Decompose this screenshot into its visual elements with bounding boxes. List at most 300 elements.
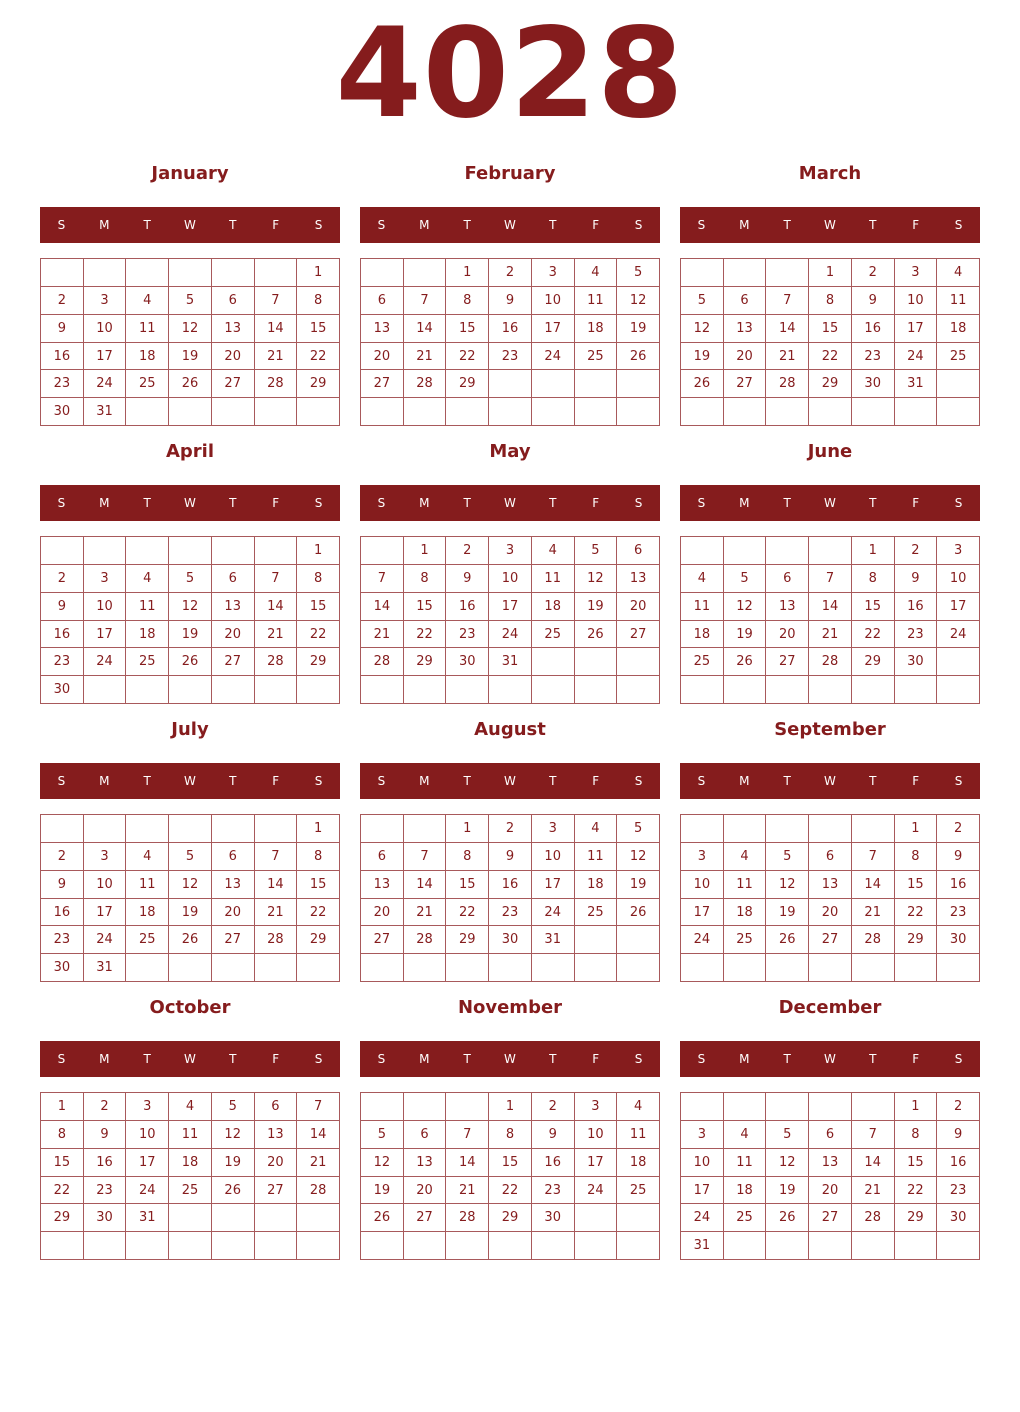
weekday-label: F: [592, 218, 600, 232]
day-cell: [169, 259, 212, 287]
day-cell: 11: [126, 871, 169, 899]
day-cell: 30: [41, 676, 84, 704]
day-cell: [255, 398, 298, 426]
day-cell: 19: [681, 343, 724, 371]
day-cell: 10: [681, 871, 724, 899]
day-cell: 25: [724, 926, 767, 954]
day-cell: 28: [809, 648, 852, 676]
day-cell: [852, 676, 895, 704]
day-grid: [40, 814, 340, 982]
day-cell: 4: [169, 1093, 212, 1121]
day-cell: [532, 1232, 575, 1260]
day-cell: [852, 1093, 895, 1121]
day-cell: [532, 676, 575, 704]
weekday-label: M: [739, 218, 750, 232]
day-cell: 12: [617, 843, 660, 871]
day-cell: 8: [404, 565, 447, 593]
day-cell: 28: [361, 648, 404, 676]
day-cell: 13: [766, 593, 809, 621]
weekday-label: T: [783, 218, 791, 232]
day-cell: 28: [255, 648, 298, 676]
day-cell: 15: [895, 1149, 938, 1177]
weekday-label: M: [99, 218, 110, 232]
day-cell: 21: [766, 343, 809, 371]
weekday-label: S: [377, 1052, 386, 1066]
day-cell: 6: [766, 565, 809, 593]
day-cell: 13: [361, 315, 404, 343]
month-name: May: [489, 441, 531, 462]
day-cell: [361, 676, 404, 704]
day-cell: 24: [681, 926, 724, 954]
weekday-label: T: [229, 774, 237, 788]
day-cell: 10: [532, 287, 575, 315]
day-cell: 8: [895, 1121, 938, 1149]
weekday-label: M: [739, 774, 750, 788]
day-cell: 8: [446, 287, 489, 315]
day-cell: 17: [532, 871, 575, 899]
day-cell: 2: [895, 537, 938, 565]
day-cell: 5: [212, 1093, 255, 1121]
day-cell: 22: [895, 1177, 938, 1205]
day-cell: 18: [169, 1149, 212, 1177]
day-cell: [617, 1232, 660, 1260]
day-grid: [680, 814, 980, 982]
day-cell: 7: [404, 843, 447, 871]
day-cell: 16: [489, 315, 532, 343]
day-cell: 31: [681, 1232, 724, 1260]
day-cell: 14: [361, 593, 404, 621]
day-cell: 22: [895, 899, 938, 927]
day-cell: [852, 1232, 895, 1260]
day-cell: 14: [404, 315, 447, 343]
day-cell: 20: [361, 343, 404, 371]
day-cell: 6: [212, 843, 255, 871]
weekday-label: T: [783, 1052, 791, 1066]
weekday-label: S: [377, 774, 386, 788]
day-cell: 7: [255, 843, 298, 871]
day-cell: 8: [41, 1121, 84, 1149]
day-cell: 2: [41, 843, 84, 871]
day-cell: 26: [617, 899, 660, 927]
weekday-label: S: [697, 1052, 706, 1066]
day-cell: 18: [681, 621, 724, 649]
day-cell: [446, 954, 489, 982]
day-cell: 13: [212, 315, 255, 343]
day-cell: [809, 1093, 852, 1121]
day-cell: 10: [532, 843, 575, 871]
day-cell: 9: [84, 1121, 127, 1149]
weekday-label: T: [229, 496, 237, 510]
day-cell: 21: [809, 621, 852, 649]
day-cell: [617, 954, 660, 982]
weekday-label: T: [463, 1052, 471, 1066]
day-cell: 25: [617, 1177, 660, 1205]
weekday-label: F: [272, 774, 280, 788]
day-cell: 1: [895, 815, 938, 843]
day-cell: [766, 954, 809, 982]
day-cell: 22: [297, 899, 340, 927]
day-cell: 25: [126, 926, 169, 954]
weekday-label: W: [504, 218, 516, 232]
day-cell: [212, 398, 255, 426]
day-cell: 30: [532, 1204, 575, 1232]
day-cell: 26: [169, 648, 212, 676]
weekday-label: W: [504, 774, 516, 788]
day-cell: 22: [446, 899, 489, 927]
month-name: January: [151, 163, 229, 184]
day-cell: 27: [404, 1204, 447, 1232]
day-cell: 17: [489, 593, 532, 621]
day-cell: [84, 537, 127, 565]
day-cell: 30: [41, 954, 84, 982]
day-cell: 1: [446, 815, 489, 843]
day-cell: [41, 537, 84, 565]
day-cell: 22: [404, 621, 447, 649]
day-cell: [169, 676, 212, 704]
day-cell: 23: [489, 899, 532, 927]
day-cell: 1: [297, 259, 340, 287]
weekday-label: T: [549, 1052, 557, 1066]
weekday-header: [680, 1041, 980, 1077]
day-cell: 30: [446, 648, 489, 676]
weekday-header: [680, 207, 980, 243]
day-cell: [937, 648, 980, 676]
day-cell: 14: [255, 315, 298, 343]
weekday-label: W: [504, 496, 516, 510]
day-cell: [361, 398, 404, 426]
day-cell: 7: [446, 1121, 489, 1149]
day-cell: 11: [532, 565, 575, 593]
day-cell: [681, 259, 724, 287]
day-cell: 29: [404, 648, 447, 676]
day-cell: 17: [84, 343, 127, 371]
day-cell: [404, 1093, 447, 1121]
weekday-label: S: [314, 774, 323, 788]
day-cell: 9: [489, 843, 532, 871]
day-cell: 15: [297, 593, 340, 621]
day-grid: [680, 1092, 980, 1260]
day-cell: 14: [446, 1149, 489, 1177]
day-cell: [255, 954, 298, 982]
day-cell: 20: [809, 1177, 852, 1205]
day-cell: 19: [575, 593, 618, 621]
day-cell: [212, 1204, 255, 1232]
day-cell: 7: [361, 565, 404, 593]
day-cell: [404, 1232, 447, 1260]
day-cell: [361, 1232, 404, 1260]
weekday-label: T: [869, 218, 877, 232]
day-cell: [404, 815, 447, 843]
day-cell: 14: [852, 871, 895, 899]
day-cell: 11: [937, 287, 980, 315]
day-cell: [84, 259, 127, 287]
day-cell: 21: [404, 899, 447, 927]
day-cell: 3: [575, 1093, 618, 1121]
weekday-label: F: [592, 774, 600, 788]
day-cell: 31: [126, 1204, 169, 1232]
day-cell: 16: [84, 1149, 127, 1177]
day-grid: [680, 536, 980, 704]
day-cell: 19: [169, 343, 212, 371]
day-cell: 22: [852, 621, 895, 649]
weekday-label: T: [463, 774, 471, 788]
day-cell: [895, 398, 938, 426]
day-cell: 17: [532, 315, 575, 343]
day-cell: 19: [169, 621, 212, 649]
day-cell: 5: [575, 537, 618, 565]
day-cell: 4: [532, 537, 575, 565]
weekday-label: S: [314, 1052, 323, 1066]
weekday-label: T: [783, 496, 791, 510]
day-cell: [617, 370, 660, 398]
day-cell: 7: [255, 565, 298, 593]
day-cell: 18: [937, 315, 980, 343]
day-cell: [809, 676, 852, 704]
day-cell: [809, 537, 852, 565]
day-cell: [766, 815, 809, 843]
day-cell: 19: [212, 1149, 255, 1177]
day-cell: 28: [255, 370, 298, 398]
day-cell: 6: [617, 537, 660, 565]
day-cell: 17: [681, 1177, 724, 1205]
day-cell: 9: [41, 871, 84, 899]
weekday-label: T: [869, 496, 877, 510]
day-cell: [255, 815, 298, 843]
day-cell: 12: [617, 287, 660, 315]
day-cell: 18: [532, 593, 575, 621]
weekday-label: S: [377, 218, 386, 232]
day-cell: 10: [84, 593, 127, 621]
day-cell: [404, 676, 447, 704]
day-cell: [937, 954, 980, 982]
weekday-label: S: [954, 218, 963, 232]
day-cell: 6: [255, 1093, 298, 1121]
day-cell: 28: [404, 926, 447, 954]
weekday-label: W: [504, 1052, 516, 1066]
day-cell: 26: [212, 1177, 255, 1205]
weekday-header: [360, 763, 660, 799]
day-cell: 21: [361, 621, 404, 649]
weekday-label: S: [634, 774, 643, 788]
day-cell: 17: [126, 1149, 169, 1177]
weekday-header: [360, 207, 660, 243]
day-cell: 25: [575, 343, 618, 371]
day-cell: [617, 648, 660, 676]
weekday-label: W: [824, 774, 836, 788]
weekday-label: S: [57, 774, 66, 788]
day-cell: 10: [681, 1149, 724, 1177]
day-cell: 27: [766, 648, 809, 676]
day-cell: 2: [41, 287, 84, 315]
day-cell: 16: [532, 1149, 575, 1177]
weekday-label: M: [739, 1052, 750, 1066]
day-cell: 6: [404, 1121, 447, 1149]
day-cell: 7: [297, 1093, 340, 1121]
day-cell: [575, 954, 618, 982]
day-cell: 23: [41, 926, 84, 954]
day-cell: [446, 398, 489, 426]
day-cell: [255, 537, 298, 565]
day-cell: [681, 1093, 724, 1121]
day-cell: 3: [84, 565, 127, 593]
day-cell: 15: [41, 1149, 84, 1177]
day-cell: [41, 1232, 84, 1260]
day-cell: [361, 537, 404, 565]
weekday-label: W: [824, 218, 836, 232]
day-cell: 13: [361, 871, 404, 899]
day-cell: [297, 398, 340, 426]
day-cell: 22: [489, 1177, 532, 1205]
day-cell: 31: [895, 370, 938, 398]
day-cell: [212, 815, 255, 843]
month-name: October: [149, 997, 231, 1018]
day-cell: 9: [937, 1121, 980, 1149]
day-cell: 9: [489, 287, 532, 315]
weekday-header: [360, 485, 660, 521]
weekday-label: S: [57, 496, 66, 510]
day-cell: 5: [766, 1121, 809, 1149]
day-grid: [360, 536, 660, 704]
day-cell: 26: [361, 1204, 404, 1232]
month-name: December: [778, 997, 882, 1018]
day-cell: 5: [617, 815, 660, 843]
weekday-label: T: [143, 218, 151, 232]
day-cell: [937, 1232, 980, 1260]
month-name: July: [171, 719, 209, 740]
day-cell: [809, 815, 852, 843]
day-cell: 28: [852, 926, 895, 954]
day-cell: 25: [724, 1204, 767, 1232]
weekday-label: F: [912, 496, 920, 510]
day-cell: [766, 1232, 809, 1260]
day-cell: [575, 370, 618, 398]
day-cell: 19: [766, 899, 809, 927]
day-cell: [724, 398, 767, 426]
weekday-label: F: [592, 496, 600, 510]
day-cell: [404, 398, 447, 426]
day-cell: 12: [212, 1121, 255, 1149]
day-cell: 12: [575, 565, 618, 593]
day-cell: 3: [681, 843, 724, 871]
day-cell: 4: [126, 565, 169, 593]
day-cell: 1: [41, 1093, 84, 1121]
day-cell: [404, 259, 447, 287]
day-cell: [852, 398, 895, 426]
day-cell: [724, 1093, 767, 1121]
day-cell: [489, 370, 532, 398]
day-cell: 10: [937, 565, 980, 593]
weekday-label: T: [549, 496, 557, 510]
day-cell: 16: [41, 899, 84, 927]
weekday-label: T: [229, 218, 237, 232]
day-cell: 11: [126, 593, 169, 621]
month-name: February: [464, 163, 556, 184]
weekday-label: M: [419, 1052, 430, 1066]
weekday-label: S: [697, 218, 706, 232]
day-cell: [937, 398, 980, 426]
day-cell: [809, 1232, 852, 1260]
day-cell: 8: [297, 843, 340, 871]
day-cell: [169, 954, 212, 982]
day-cell: 7: [809, 565, 852, 593]
weekday-label: S: [954, 1052, 963, 1066]
weekday-label: W: [184, 774, 196, 788]
day-cell: [575, 1232, 618, 1260]
day-cell: 3: [895, 259, 938, 287]
day-cell: 12: [169, 315, 212, 343]
day-cell: 23: [84, 1177, 127, 1205]
day-cell: [41, 815, 84, 843]
day-cell: 10: [895, 287, 938, 315]
day-cell: 6: [212, 287, 255, 315]
day-cell: [255, 259, 298, 287]
day-cell: 26: [575, 621, 618, 649]
day-cell: 25: [169, 1177, 212, 1205]
day-cell: 14: [852, 1149, 895, 1177]
weekday-label: T: [463, 496, 471, 510]
day-cell: [724, 676, 767, 704]
weekday-label: F: [912, 774, 920, 788]
day-cell: [212, 259, 255, 287]
day-cell: 27: [724, 370, 767, 398]
day-cell: 9: [895, 565, 938, 593]
day-cell: 2: [84, 1093, 127, 1121]
day-cell: 19: [361, 1177, 404, 1205]
weekday-label: M: [99, 1052, 110, 1066]
month-name: September: [774, 719, 886, 740]
day-cell: [84, 815, 127, 843]
day-cell: 24: [532, 343, 575, 371]
weekday-label: W: [184, 496, 196, 510]
day-cell: [575, 926, 618, 954]
day-cell: 12: [169, 871, 212, 899]
day-cell: 15: [895, 871, 938, 899]
day-cell: [724, 954, 767, 982]
day-cell: 4: [724, 843, 767, 871]
month-name: August: [474, 719, 546, 740]
day-cell: 8: [489, 1121, 532, 1149]
day-cell: 30: [41, 398, 84, 426]
day-cell: [681, 815, 724, 843]
day-cell: [766, 537, 809, 565]
day-cell: 11: [169, 1121, 212, 1149]
day-cell: 24: [532, 899, 575, 927]
day-cell: 5: [766, 843, 809, 871]
day-cell: 1: [809, 259, 852, 287]
day-cell: [575, 648, 618, 676]
day-cell: 26: [766, 1204, 809, 1232]
day-cell: [169, 1232, 212, 1260]
day-cell: 16: [852, 315, 895, 343]
day-cell: 20: [212, 621, 255, 649]
day-cell: 25: [937, 343, 980, 371]
day-cell: 9: [446, 565, 489, 593]
weekday-header: [360, 1041, 660, 1077]
day-cell: 1: [297, 537, 340, 565]
day-cell: 21: [852, 899, 895, 927]
day-cell: 25: [532, 621, 575, 649]
day-cell: [532, 954, 575, 982]
weekday-label: F: [272, 496, 280, 510]
day-cell: [126, 398, 169, 426]
day-cell: [617, 676, 660, 704]
day-cell: [809, 398, 852, 426]
month-name: April: [165, 441, 215, 462]
weekday-label: T: [143, 774, 151, 788]
day-cell: 15: [489, 1149, 532, 1177]
day-cell: 3: [532, 259, 575, 287]
day-cell: 23: [895, 621, 938, 649]
